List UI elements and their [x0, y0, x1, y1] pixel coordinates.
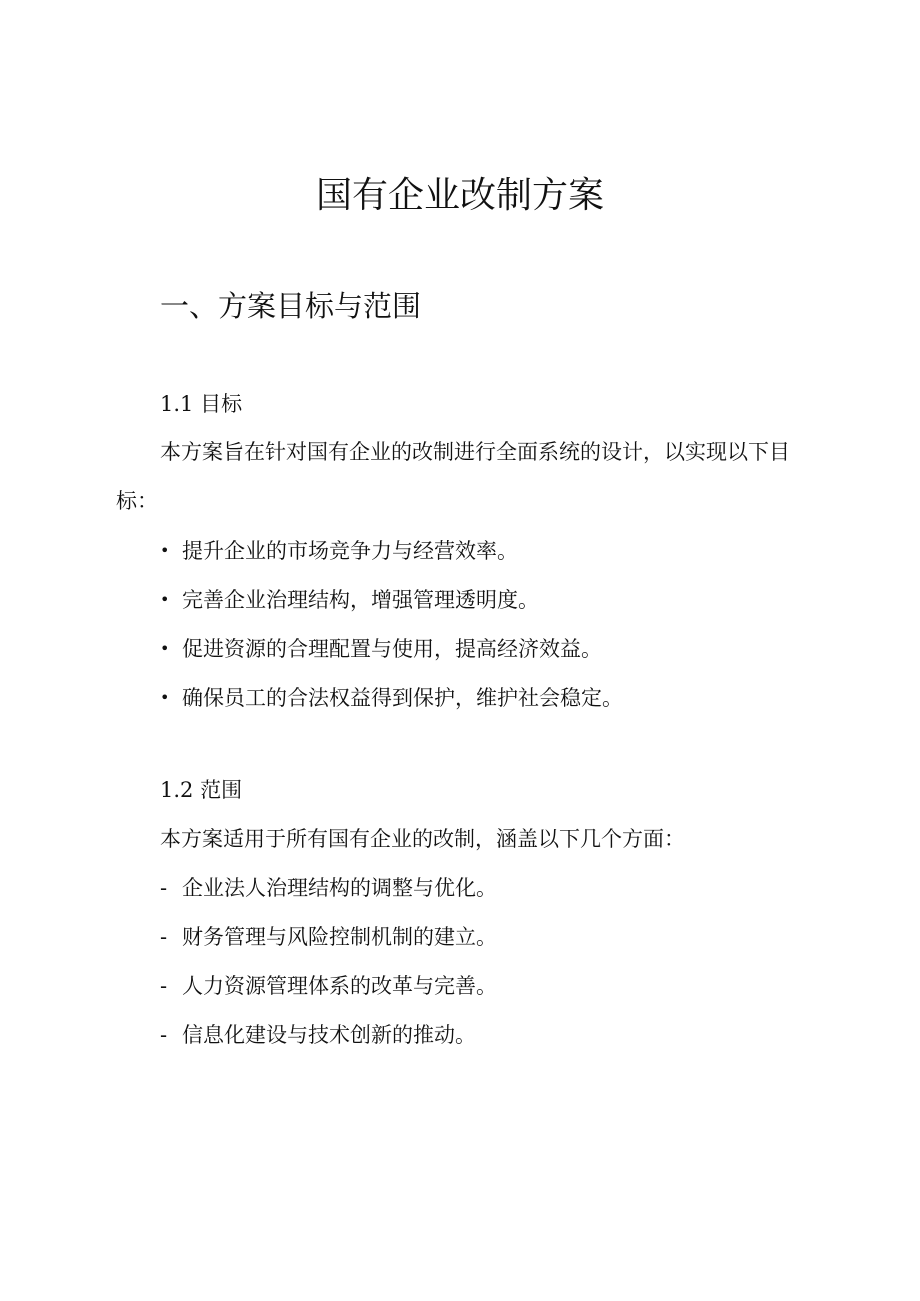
- list-item: [160, 921, 497, 970]
- document-title: 国有企业改制方案: [315, 175, 604, 216]
- section-heading: 一、方案目标与范围: [160, 289, 422, 323]
- list-item-text: 财务管理与风险控制机制的建立。: [182, 925, 497, 949]
- list-item: [160, 872, 497, 921]
- list-item: [160, 633, 623, 682]
- goals-list: [160, 535, 623, 731]
- bullet-marker: •: [160, 639, 170, 658]
- dash-marker: -: [160, 1023, 168, 1047]
- subsection-heading-scope: 1.2 范围: [160, 778, 243, 802]
- scope-list: [160, 872, 497, 1068]
- list-item: [160, 584, 623, 633]
- list-item-text: 企业法人治理结构的调整与优化。: [182, 876, 497, 900]
- list-item: [160, 682, 623, 731]
- list-item-text: 信息化建设与技术创新的推动。: [182, 1023, 476, 1047]
- list-item-text: 促进资源的合理配置与使用，提高经济效益。: [182, 637, 602, 661]
- bullet-marker: •: [160, 541, 170, 560]
- dash-marker: -: [160, 925, 168, 949]
- list-item-text: 提升企业的市场竞争力与经营效率。: [182, 539, 518, 563]
- list-item-text: 完善企业治理结构，增强管理透明度。: [182, 588, 539, 612]
- list-item: [160, 970, 497, 1019]
- list-item: [160, 1019, 497, 1068]
- bullet-marker: •: [160, 590, 170, 609]
- list-item-text: 确保员工的合法权益得到保护，维护社会稳定。: [182, 686, 623, 710]
- list-item-text: 人力资源管理体系的改革与完善。: [182, 974, 497, 998]
- dash-marker: -: [160, 876, 168, 900]
- goals-intro-paragraph: 本方案旨在针对国有企业的改制进行全面系统的设计，以实现以下目标：: [116, 440, 790, 513]
- dash-marker: -: [160, 974, 168, 998]
- list-item: [160, 535, 623, 584]
- scope-intro-paragraph: 本方案适用于所有国有企业的改制，涵盖以下几个方面：: [160, 827, 685, 851]
- bullet-marker: •: [160, 688, 170, 707]
- subsection-heading-goals: 1.1 目标: [160, 392, 243, 416]
